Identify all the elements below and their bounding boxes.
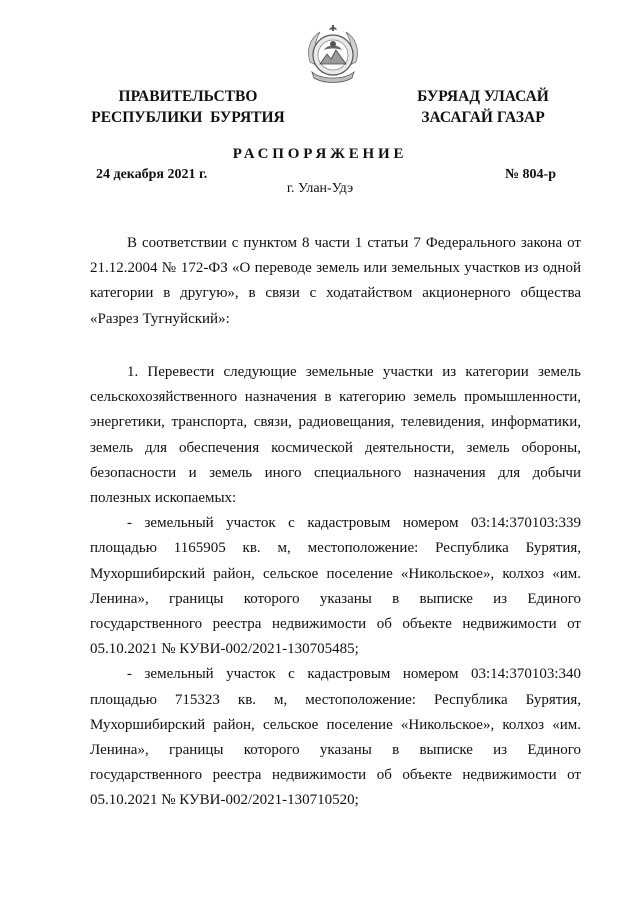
intro-section <box>90 231 581 332</box>
coat-of-arms-icon <box>300 22 366 90</box>
government-name-russian <box>88 86 288 128</box>
government-name-buryat <box>404 86 562 128</box>
document-city: г. Улан-Удэ <box>286 181 354 196</box>
government-name-line1: ПРАВИТЕЛЬСТВО <box>118 88 258 105</box>
document-title: РАСПОРЯЖЕНИЕ <box>232 146 408 162</box>
plot-2-paragraph: - земельный участок с кадастровым номером 03:14:370103:340 площадью 715323 кв. м, местоположение: Республика Бурятия, Мухоршибирский район, сельское поселение «Никольское», колхоз «им. Ленина», границы которого указаны в выписке из Единого государственного реестра недвижимости об объекте недвижимости от 05.10.2021 № КУВИ-002/2021-130710520; <box>90 666 581 809</box>
intro-paragraph: В соответствии с пунктом 8 части 1 статьи 7 Федерального закона от 21.12.2004 № 172-ФЗ «О переводе земель или земельных участков из одной категории в другую», в связи с ходатайством акционерного общества «Разрез Тугнуйский»: <box>90 235 581 327</box>
government-name-buryat-line2: ЗАСАГАЙ ГАЗАР <box>421 109 545 126</box>
plot-1-paragraph: - земельный участок с кадастровым номером 03:14:370103:339 площадью 1165905 кв. м, местоположение: Республика Бурятия, Мухоршибирский район, сельское поселение «Никольское», колхоз «им. Ленина», границы которого указаны в выписке из Единого государственного реестра недвижимости об объекте недвижимости от 05.10.2021 № КУВИ-002/2021-130705485; <box>90 515 581 658</box>
government-name-buryat-line1: БУРЯАД УЛАСАЙ <box>417 88 549 105</box>
government-name-line2: РЕСПУБЛИКИ БУРЯТИЯ <box>91 109 285 126</box>
resolution-section <box>90 360 581 814</box>
item-1-paragraph: 1. Перевести следующие земельные участки из категории земель сельскохозяйственного назначения в категорию земель промышленности, энергетики, транспорта, связи, радиовещания, телевидения, информатики, земель для обеспечения космической деятельности, земель обороны, безопасности и земель иного специального назначения для добычи полезных ископаемых: <box>90 364 581 507</box>
document-date: 24 декабря 2021 г. <box>96 167 208 182</box>
document-number: № 804-р <box>504 167 556 182</box>
